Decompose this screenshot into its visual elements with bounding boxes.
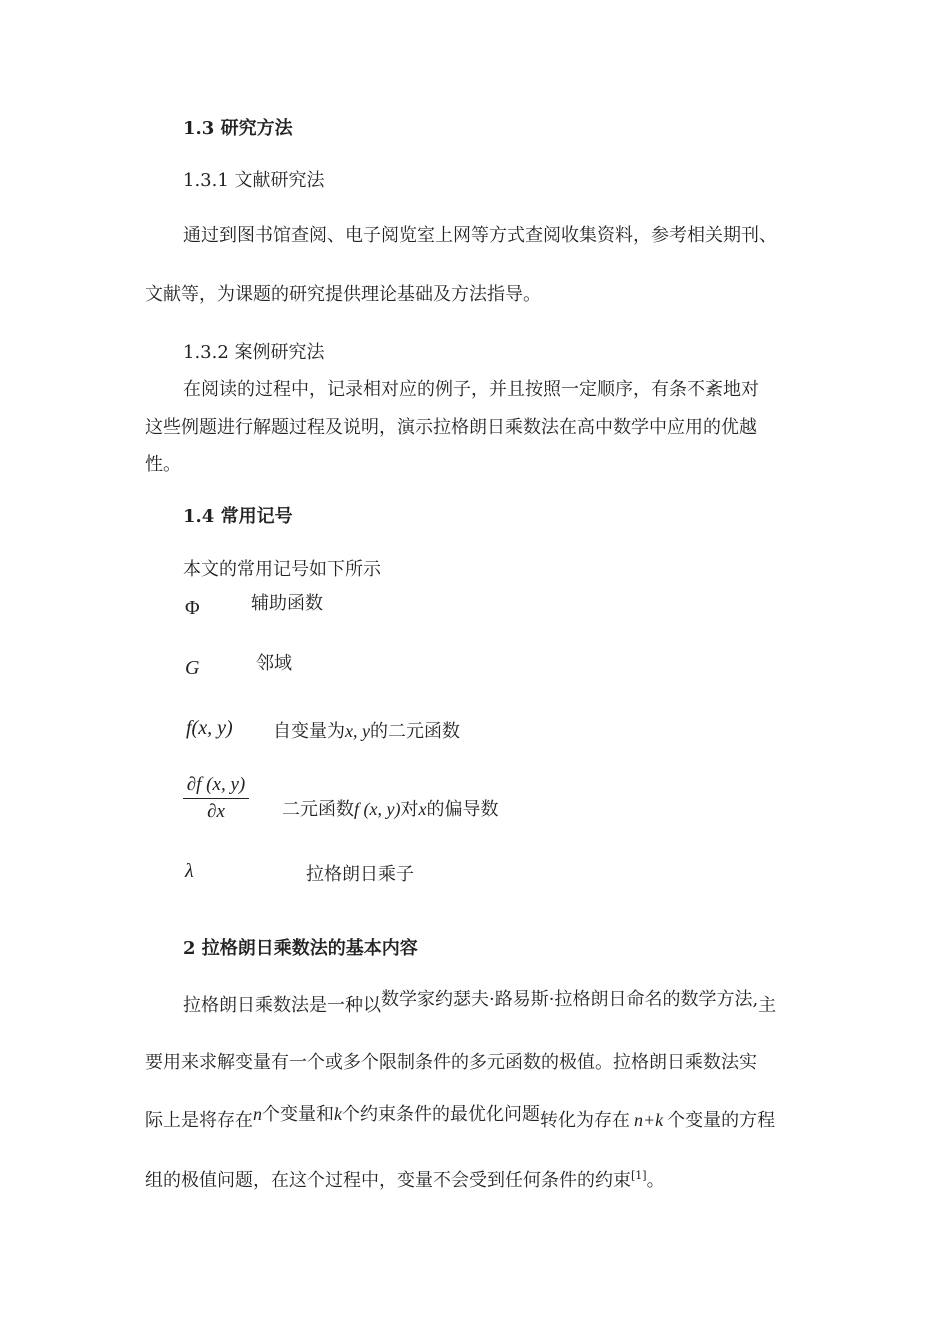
paragraph-line: 通过到图书馆查阅、电子阅览室上网等方式查阅收集资料，参考相关期刊、	[183, 225, 777, 246]
notation-symbol-fxy: f(x, y)	[186, 717, 233, 739]
notation-intro: 本文的常用记号如下所示	[183, 559, 381, 580]
notation-desc: 辅助函数	[251, 593, 323, 614]
heading-1-3-1: 1.3.1 文献研究法	[183, 170, 325, 191]
paragraph-line: 在阅读的过程中，记录相对应的例子，并且按照一定顺序，有条不紊地对	[183, 379, 759, 400]
paragraph-line: 性。	[145, 454, 181, 475]
citation-ref[interactable]: [1]	[631, 1169, 647, 1182]
fraction-numerator: ∂f (x, y)	[186, 774, 246, 795]
notation-symbol-lambda: λ	[185, 860, 194, 882]
heading-1-3-2: 1.3.2 案例研究法	[183, 342, 325, 363]
paragraph-line: 组的极值问题，在这个过程中，变量不会受到任何条件的约束[1]。	[145, 1169, 665, 1191]
fraction-denominator: ∂x	[207, 801, 225, 822]
notation-symbol-phi: Φ	[185, 597, 200, 619]
notation-symbol-g: G	[185, 657, 200, 679]
notation-desc: 二元函数f (x, y)对x的偏导数	[282, 799, 499, 820]
heading-1-3: 1.3 研究方法	[183, 118, 293, 139]
notation-desc: 邻域	[256, 653, 292, 674]
heading-1-4: 1.4 常用记号	[183, 506, 293, 527]
heading-2: 2 拉格朗日乘数法的基本内容	[183, 938, 418, 959]
paragraph-line: 文献等，为课题的研究提供理论基础及方法指导。	[145, 284, 541, 305]
paragraph-line: 要用来求解变量有一个或多个限制条件的多元函数的极值。拉格朗日乘数法实	[145, 1052, 757, 1073]
paragraph-line: 这些例题进行解题过程及说明，演示拉格朗日乘数法在高中数学中应用的优越	[145, 417, 757, 438]
notation-desc: 拉格朗日乘子	[306, 864, 414, 885]
notation-desc: 自变量为x, y的二元函数	[273, 721, 460, 742]
paragraph-line: 际上是将存在n个变量和k个约束条件的最优化问题转化为存在 n+k 个变量的方程	[145, 1104, 776, 1131]
paragraph-line: 拉格朗日乘数法是一种以数学家约瑟夫·路易斯·拉格朗日命名的数学方法,主	[183, 989, 777, 1016]
fraction-bar	[183, 798, 249, 799]
notation-symbol-partial-derivative	[183, 774, 249, 823]
